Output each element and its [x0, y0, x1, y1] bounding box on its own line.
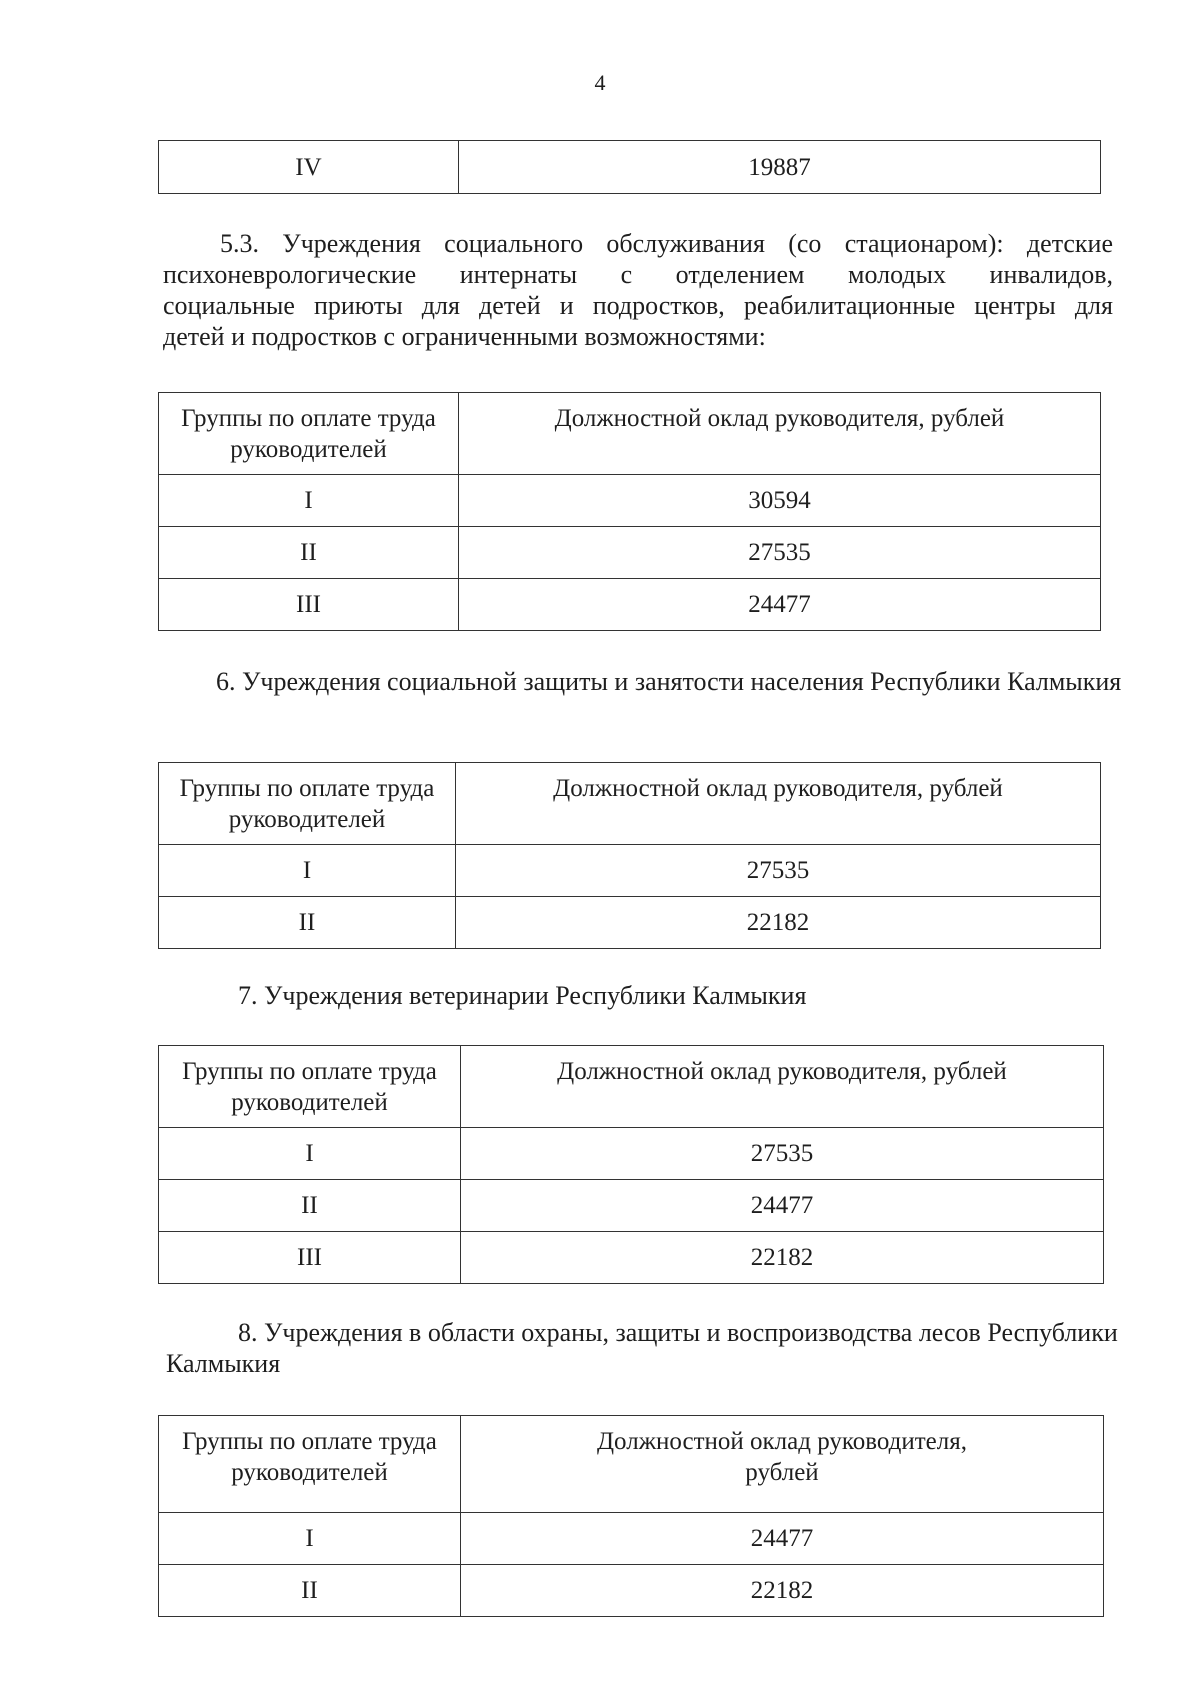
table-header-row [159, 763, 1101, 845]
header-salary: Должностной оклад руководителя, рублей [456, 763, 1101, 845]
table-row [159, 1180, 1104, 1232]
header-salary [461, 1416, 1104, 1513]
group-cell: II [159, 1565, 461, 1617]
group-cell: IV [159, 141, 459, 194]
salary-cell: 27535 [459, 527, 1101, 579]
section-5-3-text [163, 228, 1113, 352]
paragraph-line: социальные приюты для детей и подростков, реабилитационные центры для [163, 291, 1113, 320]
table-row [159, 1565, 1104, 1617]
table-row [159, 141, 1101, 194]
salary-cell: 22182 [461, 1232, 1104, 1284]
salary-cell: 22182 [456, 897, 1101, 949]
salary-cell: 30594 [459, 475, 1101, 527]
paragraph-line: детей и подростков с ограниченными возможностями: [163, 322, 766, 351]
table-row [159, 527, 1101, 579]
salary-table-6 [158, 762, 1101, 949]
header-groups: Группы по оплате труда руководителей [159, 1046, 461, 1128]
header-groups: Группы по оплате труда руководителей [159, 763, 456, 845]
salary-cell: 24477 [461, 1180, 1104, 1232]
salary-table-continued [158, 140, 1101, 194]
heading-line: 7. Учреждения ветеринарии Республики Калмыкия [238, 981, 807, 1010]
header-salary: Должностной оклад руководителя, рублей [459, 393, 1101, 475]
group-cell: III [159, 579, 459, 631]
heading-line: Калмыкия [1007, 667, 1122, 696]
section-6-heading [166, 666, 1126, 697]
table-header-row [159, 393, 1101, 475]
table-header-row [159, 1046, 1104, 1128]
salary-table-5-3 [158, 392, 1101, 631]
heading-line: Республики Калмыкия [166, 1318, 1118, 1378]
table-row [159, 1513, 1104, 1565]
salary-cell: 19887 [459, 141, 1101, 194]
table-row [159, 1232, 1104, 1284]
header-groups: Группы по оплате труда руководителей [159, 393, 459, 475]
paragraph-line: психоневрологические интернаты с отделением молодых инвалидов, [163, 260, 1113, 289]
group-cell: I [159, 845, 456, 897]
heading-line: 6. Учреждения социальной защиты и занятости населения Республики [216, 667, 1001, 696]
section-7-heading [238, 980, 1118, 1011]
header-salary: Должностной оклад руководителя, рублей [461, 1046, 1104, 1128]
salary-cell: 22182 [461, 1565, 1104, 1617]
table-row [159, 845, 1101, 897]
table-row [159, 579, 1101, 631]
salary-cell: 24477 [459, 579, 1101, 631]
table-row [159, 1128, 1104, 1180]
group-cell: II [159, 527, 459, 579]
page-number: 4 [594, 70, 606, 95]
group-cell: II [159, 897, 456, 949]
table-row [159, 897, 1101, 949]
salary-cell: 27535 [461, 1128, 1104, 1180]
group-cell: III [159, 1232, 461, 1284]
salary-table-8 [158, 1415, 1104, 1617]
salary-table-7 [158, 1045, 1104, 1284]
group-cell: I [159, 475, 459, 527]
group-cell: II [159, 1180, 461, 1232]
salary-cell: 27535 [456, 845, 1101, 897]
heading-line: 8. Учреждения в области охраны, защиты и воспроизводства лесов [238, 1318, 981, 1347]
section-8-heading [166, 1317, 1126, 1379]
table-header-row [159, 1416, 1104, 1513]
header-groups: Группы по оплате труда руководителей [159, 1416, 461, 1513]
table-row [159, 475, 1101, 527]
header-salary-line: рублей [745, 1459, 819, 1486]
paragraph-line: 5.3. Учреждения социального обслуживания (со стационаром): детские [220, 229, 1113, 258]
salary-cell: 24477 [461, 1513, 1104, 1565]
group-cell: I [159, 1128, 461, 1180]
header-salary-line: Должностной оклад руководителя, [597, 1428, 967, 1455]
group-cell: I [159, 1513, 461, 1565]
